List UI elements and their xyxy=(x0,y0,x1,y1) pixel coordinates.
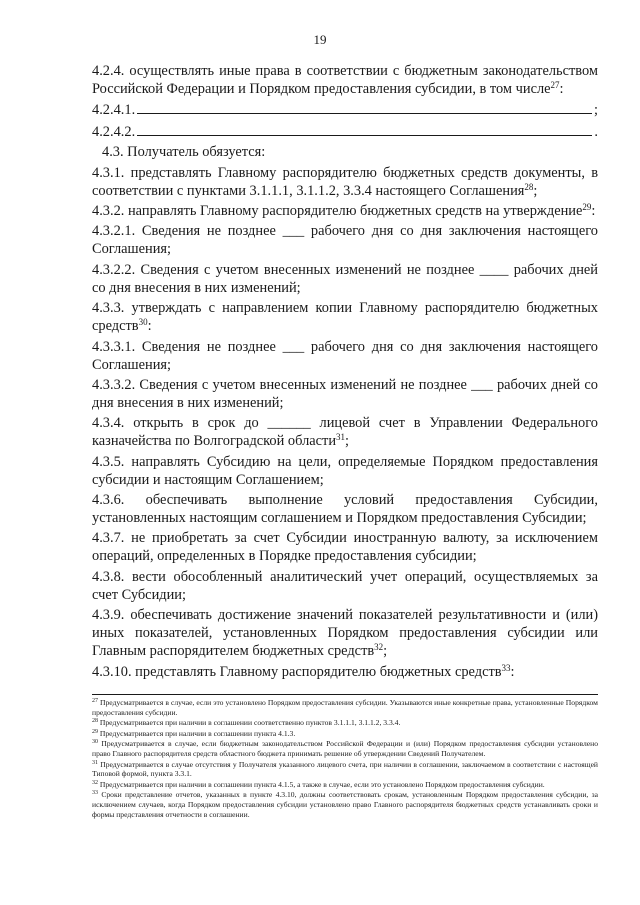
paragraph-text: 4.3.2.1. Сведения не позднее ___ рабочего дня со дня заключения настоящего Соглашения; xyxy=(92,223,598,258)
paragraph xyxy=(92,338,598,374)
footnote-ref: 29 xyxy=(582,201,592,212)
footnote-ref: 27 xyxy=(550,80,560,90)
paragraph xyxy=(92,376,598,412)
footnote-number: 30 xyxy=(92,739,98,746)
footnote-ref: 32 xyxy=(374,642,384,653)
paragraph-text: 4.2.4. осуществлять иные права в соответствии с бюджетным законодательством Российской Федерации и Порядком предоставления субсидии, в том числе xyxy=(92,63,598,97)
paragraph-end-punct: : xyxy=(510,663,515,680)
paragraph-text: 4.3.10. представлять Главному распорядителю бюджетных средств xyxy=(92,663,502,680)
paragraph-end-punct: : xyxy=(591,202,596,219)
paragraph-text: 4.3.3. утверждать с направлением копии Главному распорядителю бюджетных средств xyxy=(92,300,598,335)
footnote-text: Предусматривается при наличии в соглашении пункта 4.1.3. xyxy=(98,728,296,738)
footnote-text: Сроки представление отчетов, указанных в пункте 4.3.10, должны соответствовать срокам, установленным Порядком предоставления субсидии, за исключением случаев, когда Порядком предоставления субсидии установлено право Главного распорядителя бюджетных средств устанавливать сроки и формы представления отчетности в соглашении. xyxy=(92,790,598,819)
paragraph-text: 4.3.3.1. Сведения не позднее ___ рабочего дня со дня заключения настоящего Соглашения; xyxy=(92,338,598,373)
footnote-number: 29 xyxy=(92,728,98,735)
footnote-text: Предусматривается в случае, если это установлено Порядком предоставления субсидии. Указываются иные конкретные права, установленные Порядком предоставления субсидии. xyxy=(92,698,598,717)
paragraph-text: 4.3.5. направлять Субсидию на цели, определяемые Порядком предоставления субсидии и настоящим Соглашением; xyxy=(92,453,598,488)
footnote-ref: 30 xyxy=(138,317,148,328)
paragraph-text: 4.3.1. представлять Главному распорядителю бюджетных средств документы, в соответствии с пунктами 3.1.1.1, 3.1.1.2, 3.3.4 настоящего Соглашения xyxy=(92,164,598,199)
paragraph xyxy=(92,299,598,335)
paragraph xyxy=(92,568,598,604)
paragraph xyxy=(92,453,598,489)
paragraph xyxy=(92,606,598,660)
blank-line-item xyxy=(92,100,598,119)
footnote-number: 32 xyxy=(92,779,98,786)
footnote-text: Предусматривается в случае, если бюджетным законодательством Российской Федерации и (или) Порядком предоставления субсидии установлено право Главного распорядителя средств областного бюджета принимать решение об утверждении Сведений Получателем. xyxy=(92,739,598,758)
footnote-number: 27 xyxy=(92,698,98,704)
paragraph xyxy=(92,62,598,98)
paragraph xyxy=(92,491,598,527)
item-number: 4.2.4.2. xyxy=(92,123,136,140)
footnote-text: Предусматривается в случае отсутствия у Получателя указанного лицевого счета, при наличии в соглашении, заключаемом в соответствии с настоящей Типовой формой, пункта 3.3.1. xyxy=(92,759,598,779)
footnote-ref: 28 xyxy=(524,181,534,192)
paragraph-end-punct: ; xyxy=(383,643,388,660)
blank-line-item xyxy=(92,122,598,141)
paragraph-text: 4.3. Получатель обязуется: xyxy=(102,144,266,161)
footnote xyxy=(92,698,598,717)
item-end-punct: . xyxy=(594,123,598,140)
paragraph xyxy=(92,529,598,565)
paragraph xyxy=(92,202,598,220)
paragraph-text: 4.3.3.2. Сведения с учетом внесенных изменений не позднее ___ рабочих дней со дня внесения в них изменений; xyxy=(92,376,598,411)
footnote xyxy=(92,739,598,758)
footnote-ref: 33 xyxy=(501,662,511,673)
footnote-number: 28 xyxy=(92,718,98,725)
paragraph xyxy=(92,663,598,681)
item-end-punct: ; xyxy=(594,102,598,119)
footnote-number: 33 xyxy=(92,790,98,797)
paragraph-text: 4.3.8. вести обособленный аналитический учет операций, осуществляемых за счет Субсидии; xyxy=(92,568,598,603)
paragraph-text: 4.3.7. не приобретать за счет Субсидии иностранную валюту, за исключением операций, определенных в Порядке предоставления субсидии; xyxy=(92,530,598,565)
paragraph-text: 4.3.2.2. Сведения с учетом внесенных изменений не позднее ____ рабочих дней со дня внесения в них изменений; xyxy=(92,261,598,296)
footnote xyxy=(92,780,598,790)
paragraph xyxy=(92,261,598,297)
paragraph-text: 4.3.6. обеспечивать выполнение условий предоставления Субсидии, установленных настоящим соглашением и Порядком предоставления Субсидии; xyxy=(92,492,598,527)
paragraph xyxy=(92,222,598,258)
paragraph-end-punct: ; xyxy=(533,182,538,199)
footnotes-section xyxy=(92,694,598,820)
footnote xyxy=(92,790,598,819)
page-number: 19 xyxy=(313,32,327,47)
document-body xyxy=(92,62,598,683)
footnote xyxy=(92,718,598,728)
paragraph xyxy=(92,164,598,200)
footnote-number: 31 xyxy=(92,759,98,766)
paragraph-text: 4.3.9. обеспечивать достижение значений показателей результативности и (или) иных показателей, установленных Порядком предоставления субсидии или Главным распорядителем бюджетных средств xyxy=(92,607,598,660)
footnote-text: Предусматривается при наличии в соглашении соответственно пунктов 3.1.1.1, 3.1.1.2, 3.3.4. xyxy=(98,718,401,728)
paragraph-text: 4.3.2. направлять Главному распорядителю бюджетных средств на утверждение xyxy=(92,202,583,219)
footnote-text: Предусматривается при наличии в соглашении пункта 4.1.5, а также в случае, если это установлено Порядком предоставления субсидии. xyxy=(98,779,545,789)
footnote xyxy=(92,760,598,779)
blank-line xyxy=(137,100,592,114)
item-number: 4.2.4.1. xyxy=(92,102,136,119)
paragraph-end-punct: : xyxy=(147,318,152,335)
paragraph-text: 4.3.4. открыть в срок до ______ лицевой счет в Управлении Федерального казначейства по Волгоградской области xyxy=(92,415,598,450)
paragraph xyxy=(92,143,598,161)
paragraph-end-punct: : xyxy=(559,81,564,97)
paragraph-end-punct: ; xyxy=(345,433,350,450)
paragraph xyxy=(92,414,598,450)
footnote-ref: 31 xyxy=(336,432,346,443)
blank-line xyxy=(137,122,592,136)
footnote xyxy=(92,729,598,739)
